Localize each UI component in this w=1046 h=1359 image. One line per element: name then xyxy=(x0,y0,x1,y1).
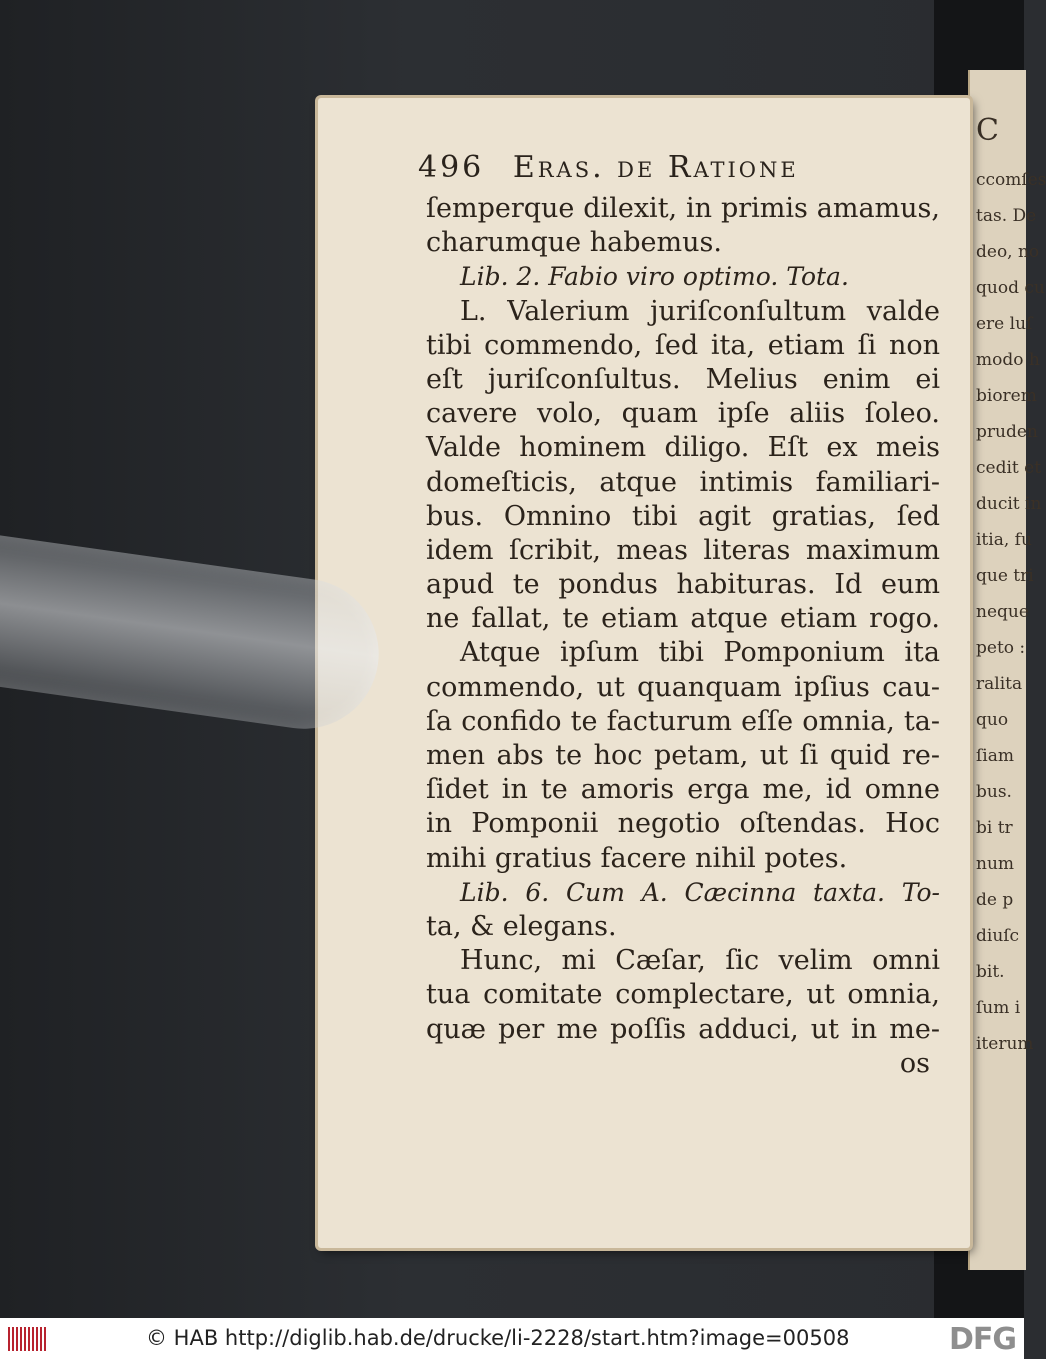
text-line: cavere volo, quam ipſe aliis ſoleo. xyxy=(426,398,940,430)
next-page-fragment: bit. xyxy=(976,962,1005,982)
next-page-fragment: peto : xyxy=(976,638,1026,658)
running-title: Eras. de Ratione xyxy=(512,150,799,185)
next-page-fragment: num xyxy=(976,854,1015,874)
next-page-fragment: ralita xyxy=(976,674,1023,694)
next-page-fragment: ſiam xyxy=(976,746,1014,766)
text-line: tua comitate complectare, ut omnia, xyxy=(426,979,940,1011)
text-line: commendo, ut quanquam ipſius cau- xyxy=(426,671,940,703)
next-page-fragment: itia, fu xyxy=(976,530,1032,550)
next-page-fragment: ducit in xyxy=(976,494,1042,514)
text-line: eſt juriſconſultus. Melius enim ei xyxy=(426,363,940,395)
next-page-fragment: quo xyxy=(976,710,1009,730)
page-number: 496 xyxy=(418,150,485,185)
text-line: ſa confido te facturum eſſe omnia, ta- xyxy=(426,705,940,737)
book-page xyxy=(318,98,970,1248)
text-line: L. Valerium juriſconſultum valde xyxy=(460,295,940,327)
next-page-fragment: biorem xyxy=(976,386,1037,406)
next-page-fragment: C xyxy=(976,113,999,148)
text-line: tibi commendo, ſed ita, etiam ſi non xyxy=(426,329,940,361)
next-page-fragment: tas. De xyxy=(976,206,1037,226)
next-page-fragment: cedit et xyxy=(976,458,1042,478)
next-page-fragment: deo, no xyxy=(976,242,1040,262)
text-line: bus. Omnino tibi agit gratias, ſed xyxy=(426,500,940,532)
text-line: domeſticis, atque intimis familiari- xyxy=(426,466,940,498)
next-page-fragment: pruden xyxy=(976,422,1038,442)
text-line: apud te pondus habituras. Id eum xyxy=(426,569,940,601)
next-page-fragment: modo h xyxy=(976,350,1040,370)
text-line: men abs te hoc petam, ut ſi quid re- xyxy=(426,740,940,771)
next-page-fragment: bi tr xyxy=(976,818,1013,838)
next-page-fragment: ere luſ xyxy=(976,314,1033,334)
letter-heading: Lib. 6. Cum A. Cæcinna taxta. To- xyxy=(460,877,940,907)
text-line: ne fallat, te etiam atque etiam rogo. xyxy=(426,603,940,635)
text-line: ſemperque dilexit, in primis amamus, xyxy=(426,193,940,224)
text-line: quæ per me poſſis adduci, ut in me- xyxy=(426,1013,940,1045)
next-page-fragment: quod cu xyxy=(976,278,1045,298)
text-line: mihi gratius facere nihil potes. xyxy=(426,842,848,874)
text-line: Valde hominem diligo. Eſt ex meis xyxy=(426,432,940,464)
next-page-fragment: neque xyxy=(976,602,1029,622)
text-line: ſidet in te amoris erga me, id omne xyxy=(426,774,940,806)
next-page-fragment: iterum xyxy=(976,1034,1034,1054)
dfg-logo: DFG xyxy=(948,1322,1016,1357)
text-line: charumque habemus. xyxy=(426,227,722,259)
text-line: ta, & elegans. xyxy=(426,910,617,942)
footer-bar xyxy=(0,1318,1024,1359)
next-page-fragment: que tri xyxy=(976,566,1034,586)
next-page-edge xyxy=(968,70,1046,1270)
text-line: Hunc, mi Cæſar, ſic velim omni xyxy=(460,945,940,977)
hab-barcode-logo xyxy=(8,1327,48,1351)
footer-credit: © HAB http://diglib.hab.de/drucke/li-2228/start.htm?image=00508 xyxy=(146,1326,850,1350)
next-page-fragment: de p xyxy=(976,890,1014,910)
next-page-fragment: diuſc xyxy=(976,926,1020,946)
next-page-fragment: bus. xyxy=(976,782,1012,802)
letter-heading: Lib. 2. Fabio viro optimo. Tota. xyxy=(460,262,849,292)
next-page-fragment: ſum i xyxy=(976,998,1021,1018)
running-head xyxy=(418,150,938,185)
text-line: Atque ipſum tibi Pomponium ita xyxy=(460,637,940,669)
next-page-fragment: ccomſes xyxy=(976,170,1046,190)
page-text xyxy=(426,192,940,1081)
text-line: idem ſcribit, meas literas maximum xyxy=(426,534,940,566)
catchword: os xyxy=(899,1047,930,1079)
text-line: in Pomponii negotio oſtendas. Hoc xyxy=(426,808,940,840)
